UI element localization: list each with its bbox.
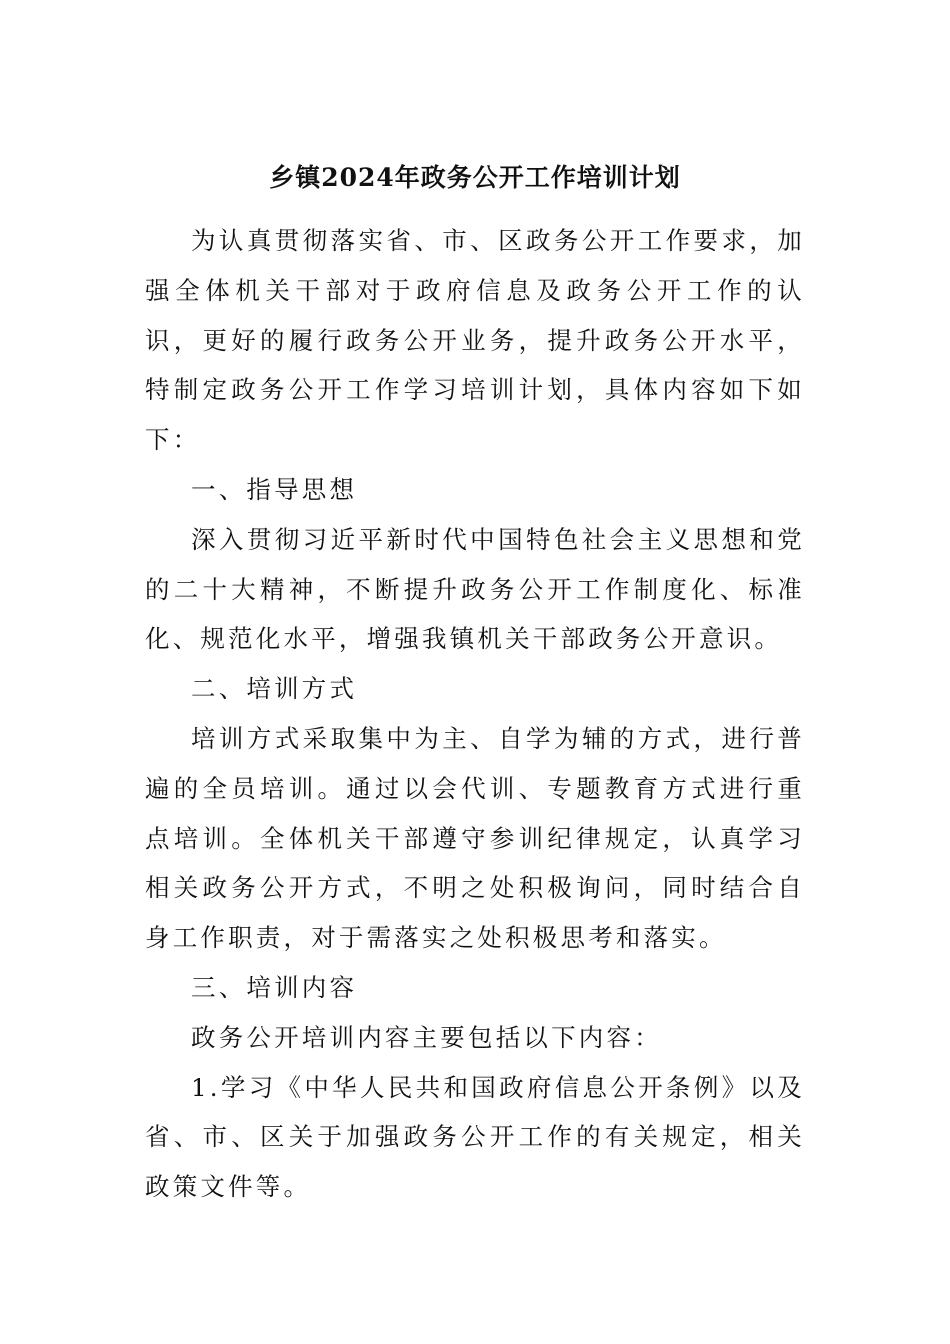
section-heading-training-method: 二、培训方式 <box>191 674 358 704</box>
document-title: 乡镇2024年政务公开工作培训计划 <box>269 163 681 192</box>
guiding-thought-paragraph: 深入贯彻习近平新时代中国特色社会主义思想和党的二十大精神，不断提升政务公开工作制度化、标准化、规范化水平，增强我镇机关干部政务公开意识。 <box>145 524 805 654</box>
training-content-lead: 政务公开培训内容主要包括以下内容： <box>191 1022 662 1052</box>
section-heading-guiding-thought: 一、指导思想 <box>191 474 358 504</box>
training-method-paragraph: 培训方式采取集中为主、自学为辅的方式，进行普遍的全员培训。通过以会代训、专题教育方式进行重点培训。全体机关干部遵守参训纪律规定，认真学习相关政务公开方式，不明之处积极询问，同时结合自身工作职责，对于需落实之处积极思考和落实。 <box>145 723 805 953</box>
training-content-item-1: 1.学习《中华人民共和国政府信息公开条例》以及省、市、区关于加强政务公开工作的有关规定，相关政策文件等。 <box>145 1072 805 1202</box>
document-body <box>145 216 805 1212</box>
section-heading-training-content: 三、培训内容 <box>191 972 358 1002</box>
intro-paragraph: 为认真贯彻落实省、市、区政务公开工作要求，加强全体机关干部对于政府信息及政务公开工作的认识，更好的履行政务公开业务，提升政务公开水平，特制定政务公开工作学习培训计划，具体内容如下如下： <box>145 226 805 455</box>
